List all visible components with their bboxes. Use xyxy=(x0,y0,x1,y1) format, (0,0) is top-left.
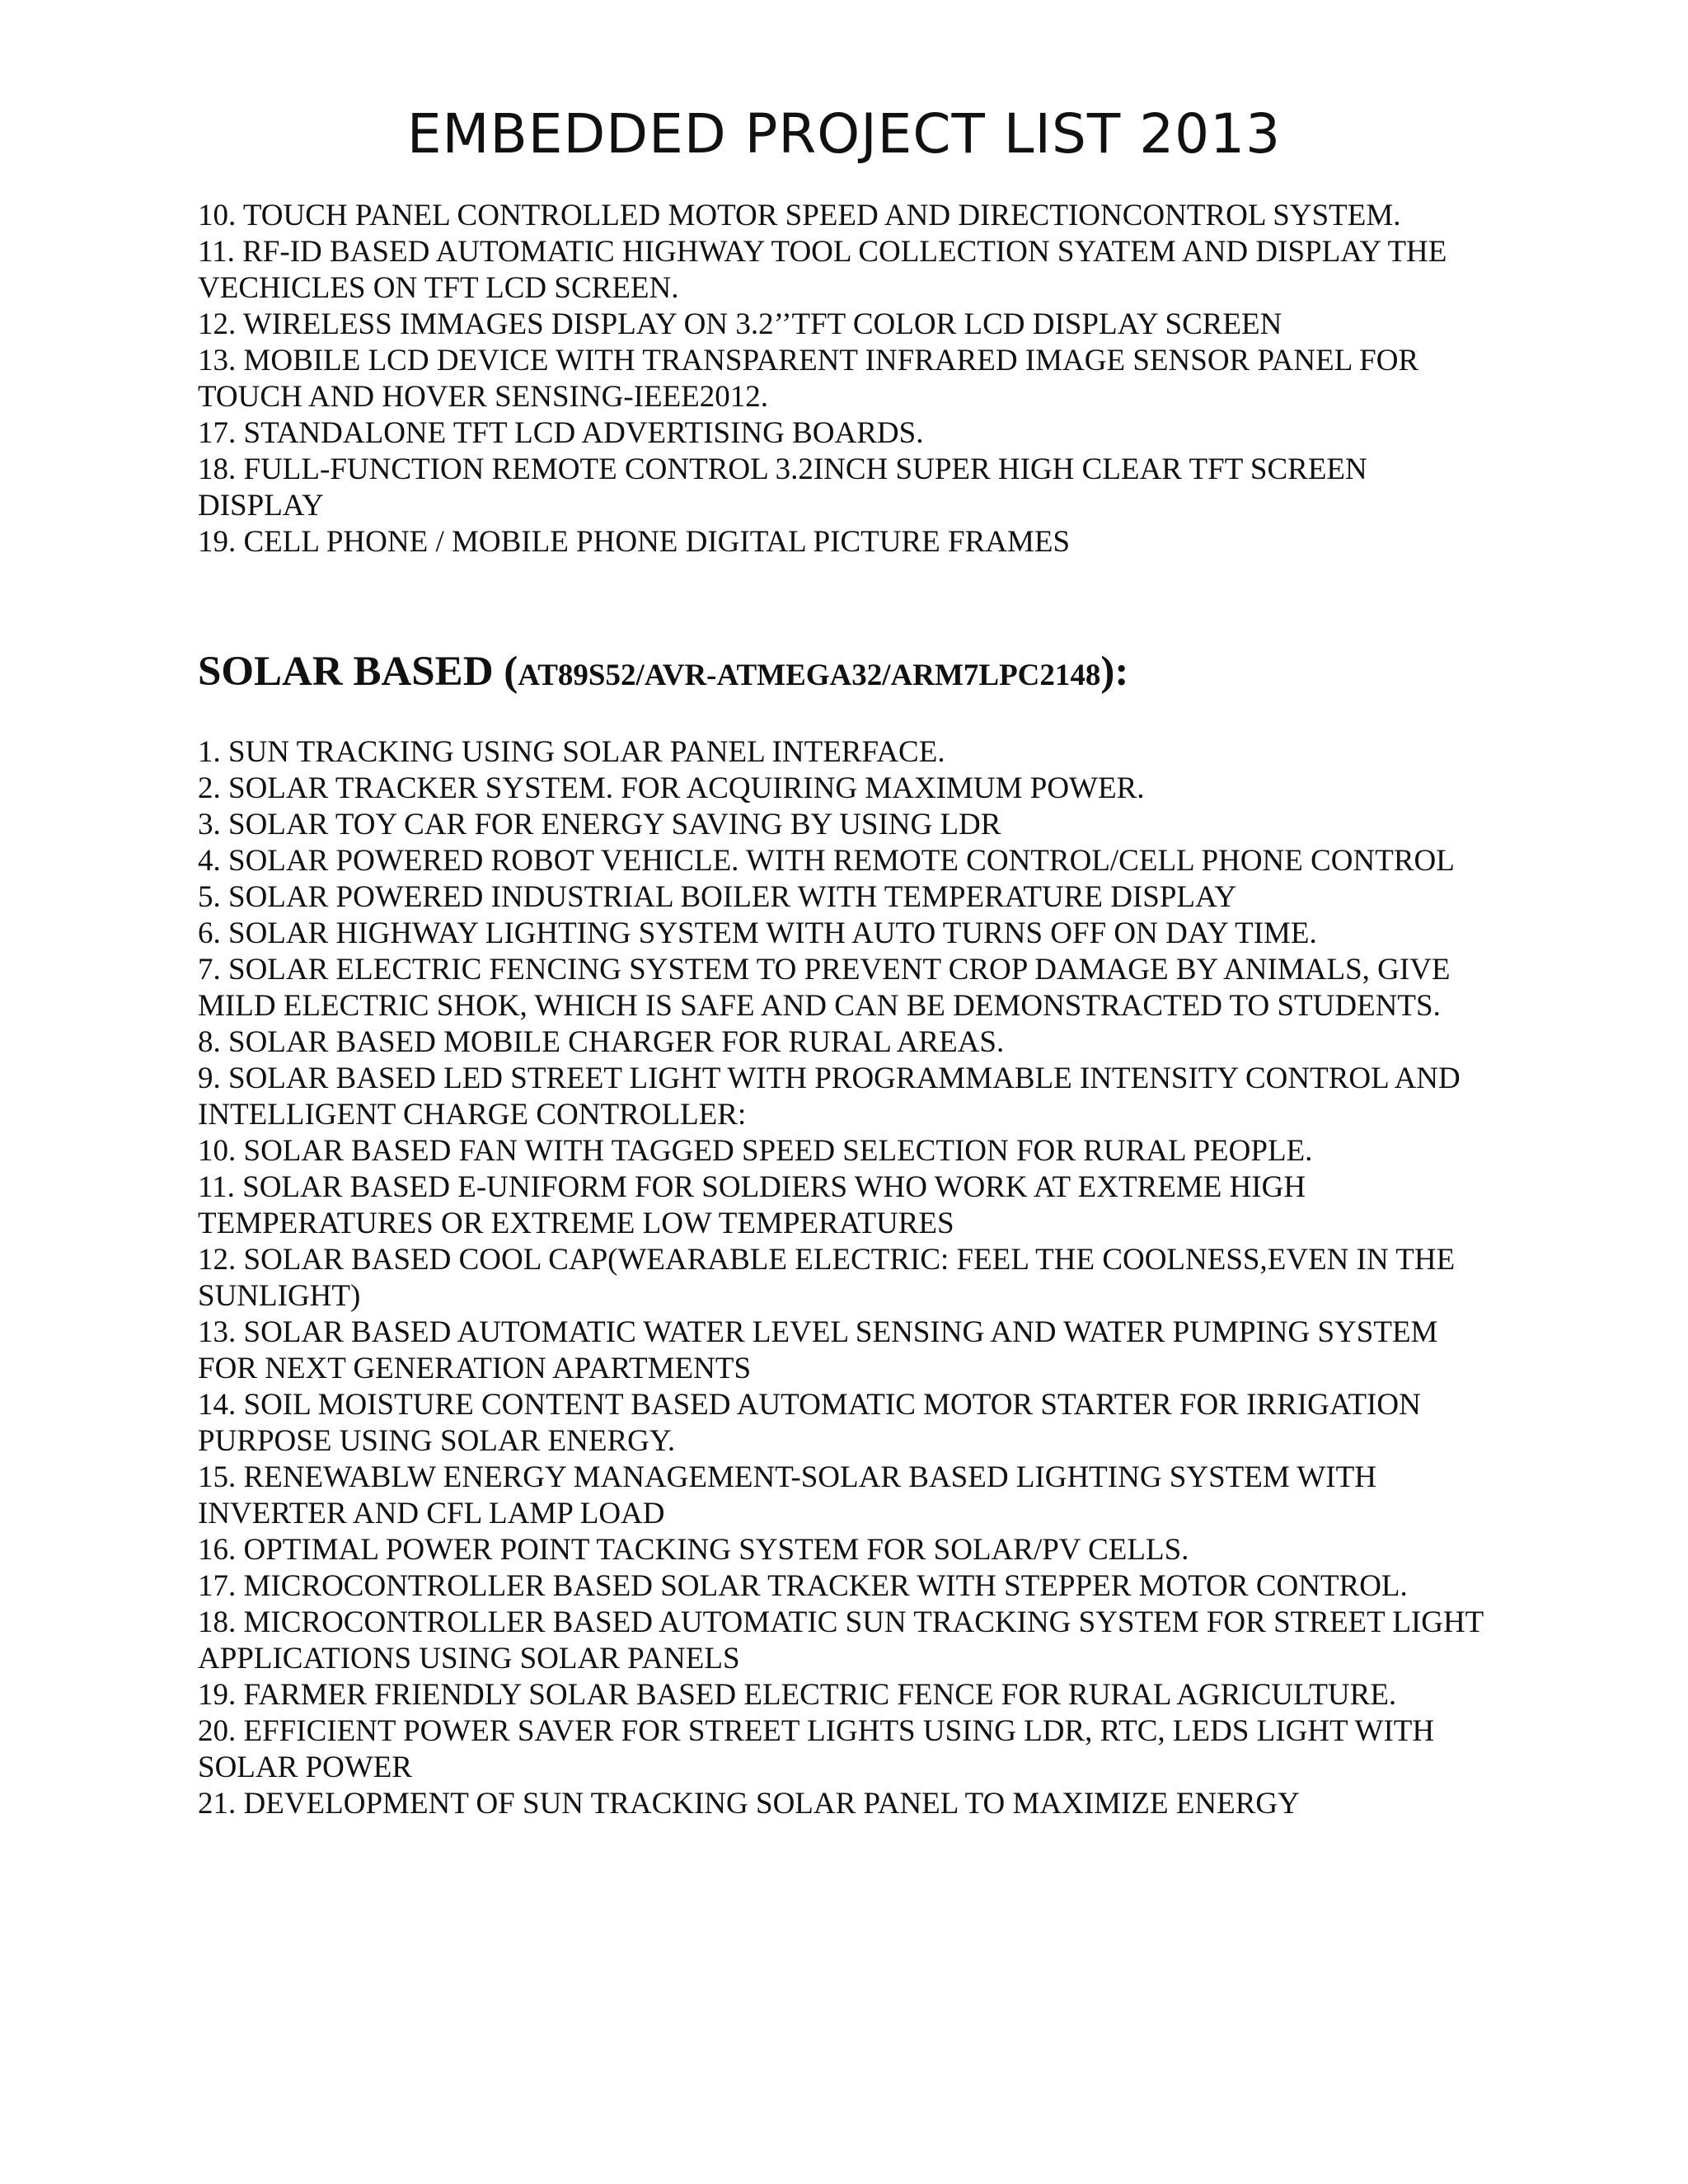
section-heading-open-paren: ( xyxy=(493,649,518,695)
list-item: 15. RENEWABLW ENERGY MANAGEMENT-SOLAR BASED LIGHTING SYSTEM WITH INVERTER AND CFL LAMP LOAD xyxy=(198,1460,1376,1530)
section-heading-qualifier: AT89S52/AVR-ATMEGA32/ARM7LPC2148 xyxy=(518,658,1101,692)
list-item: 19. FARMER FRIENDLY SOLAR BASED ELECTRIC FENCE FOR RURAL AGRICULTURE. xyxy=(198,1678,1397,1712)
list-item: 14. SOIL MOISTURE CONTENT BASED AUTOMATIC MOTOR STARTER FOR IRRIGATION PURPOSE USING SOLAR ENERGY. xyxy=(198,1388,1421,1458)
list-item: 12. WIRELESS IMMAGES DISPLAY ON 3.2’’TFT COLOR LCD DISPLAY SCREEN xyxy=(198,307,1282,341)
solar-section-heading xyxy=(198,647,1128,701)
list-item: 20. EFFICIENT POWER SAVER FOR STREET LIGHTS USING LDR, RTC, LEDS LIGHT WITH SOLAR POWER xyxy=(198,1714,1435,1784)
section-heading-close: ): xyxy=(1100,649,1129,695)
list-item: 17. MICROCONTROLLER BASED SOLAR TRACKER WITH STEPPER MOTOR CONTROL. xyxy=(198,1569,1408,1603)
list-item: 1. SUN TRACKING USING SOLAR PANEL INTERFACE. xyxy=(198,735,945,769)
list-item: 13. SOLAR BASED AUTOMATIC WATER LEVEL SENSING AND WATER PUMPING SYSTEM FOR NEXT GENERATION APARTMENTS xyxy=(198,1315,1438,1385)
list-item: 13. MOBILE LCD DEVICE WITH TRANSPARENT INFRARED IMAGE SENSOR PANEL FOR TOUCH AND HOVER SENSING-IEEE2012. xyxy=(198,344,1419,414)
section-heading-label: SOLAR BASED xyxy=(198,649,494,695)
list-item: 12. SOLAR BASED COOL CAP(WEARABLE ELECTRIC: FEEL THE COOLNESS,EVEN IN THE SUNLIGHT) xyxy=(198,1243,1456,1313)
list-item: 7. SOLAR ELECTRIC FENCING SYSTEM TO PREVENT CROP DAMAGE BY ANIMALS, GIVE MILD ELECTRIC SHOK, WHICH IS SAFE AND CAN BE DEMONSTRACTED TO STUDENTS. xyxy=(198,953,1451,1023)
display-project-list xyxy=(198,198,1484,560)
list-item: 21. DEVELOPMENT OF SUN TRACKING SOLAR PANEL TO MAXIMIZE ENERGY xyxy=(198,1787,1300,1821)
list-item: 3. SOLAR TOY CAR FOR ENERGY SAVING BY USING LDR xyxy=(198,808,1001,841)
list-item: 11. RF-ID BASED AUTOMATIC HIGHWAY TOOL COLLECTION SYATEM AND DISPLAY THE VECHICLES ON TFT LCD SCREEN. xyxy=(198,235,1447,305)
solar-project-list xyxy=(198,734,1484,1822)
list-item: 9. SOLAR BASED LED STREET LIGHT WITH PROGRAMMABLE INTENSITY CONTROL AND INTELLIGENT CHARGE CONTROLLER: xyxy=(198,1062,1461,1132)
list-item: 10. SOLAR BASED FAN WITH TAGGED SPEED SELECTION FOR RURAL PEOPLE. xyxy=(198,1134,1313,1168)
list-item: 8. SOLAR BASED MOBILE CHARGER FOR RURAL AREAS. xyxy=(198,1025,1005,1059)
list-item: 10. TOUCH PANEL CONTROLLED MOTOR SPEED AND DIRECTIONCONTROL SYSTEM. xyxy=(198,199,1401,232)
list-item: 18. FULL-FUNCTION REMOTE CONTROL 3.2INCH SUPER HIGH CLEAR TFT SCREEN DISPLAY xyxy=(198,452,1367,523)
list-item: 6. SOLAR HIGHWAY LIGHTING SYSTEM WITH AUTO TURNS OFF ON DAY TIME. xyxy=(198,916,1317,950)
page-title: EMBEDDED PROJECT LIST 2013 xyxy=(406,102,1282,166)
list-item: 11. SOLAR BASED E-UNIFORM FOR SOLDIERS WHO WORK AT EXTREME HIGH TEMPERATURES OR EXTREME LOW TEMPERATURES xyxy=(198,1170,1306,1240)
list-item: 17. STANDALONE TFT LCD ADVERTISING BOARDS. xyxy=(198,416,924,450)
list-item: 19. CELL PHONE / MOBILE PHONE DIGITAL PICTURE FRAMES xyxy=(198,525,1071,559)
list-item: 2. SOLAR TRACKER SYSTEM. FOR ACQUIRING MAXIMUM POWER. xyxy=(198,771,1145,805)
list-item: 4. SOLAR POWERED ROBOT VEHICLE. WITH REMOTE CONTROL/CELL PHONE CONTROL xyxy=(198,844,1455,878)
list-item: 18. MICROCONTROLLER BASED AUTOMATIC SUN TRACKING SYSTEM FOR STREET LIGHT APPLICATIONS USING SOLAR PANELS xyxy=(198,1605,1484,1675)
list-item: 16. OPTIMAL POWER POINT TACKING SYSTEM FOR SOLAR/PV CELLS. xyxy=(198,1533,1189,1567)
list-item: 5. SOLAR POWERED INDUSTRIAL BOILER WITH TEMPERATURE DISPLAY xyxy=(198,880,1237,914)
